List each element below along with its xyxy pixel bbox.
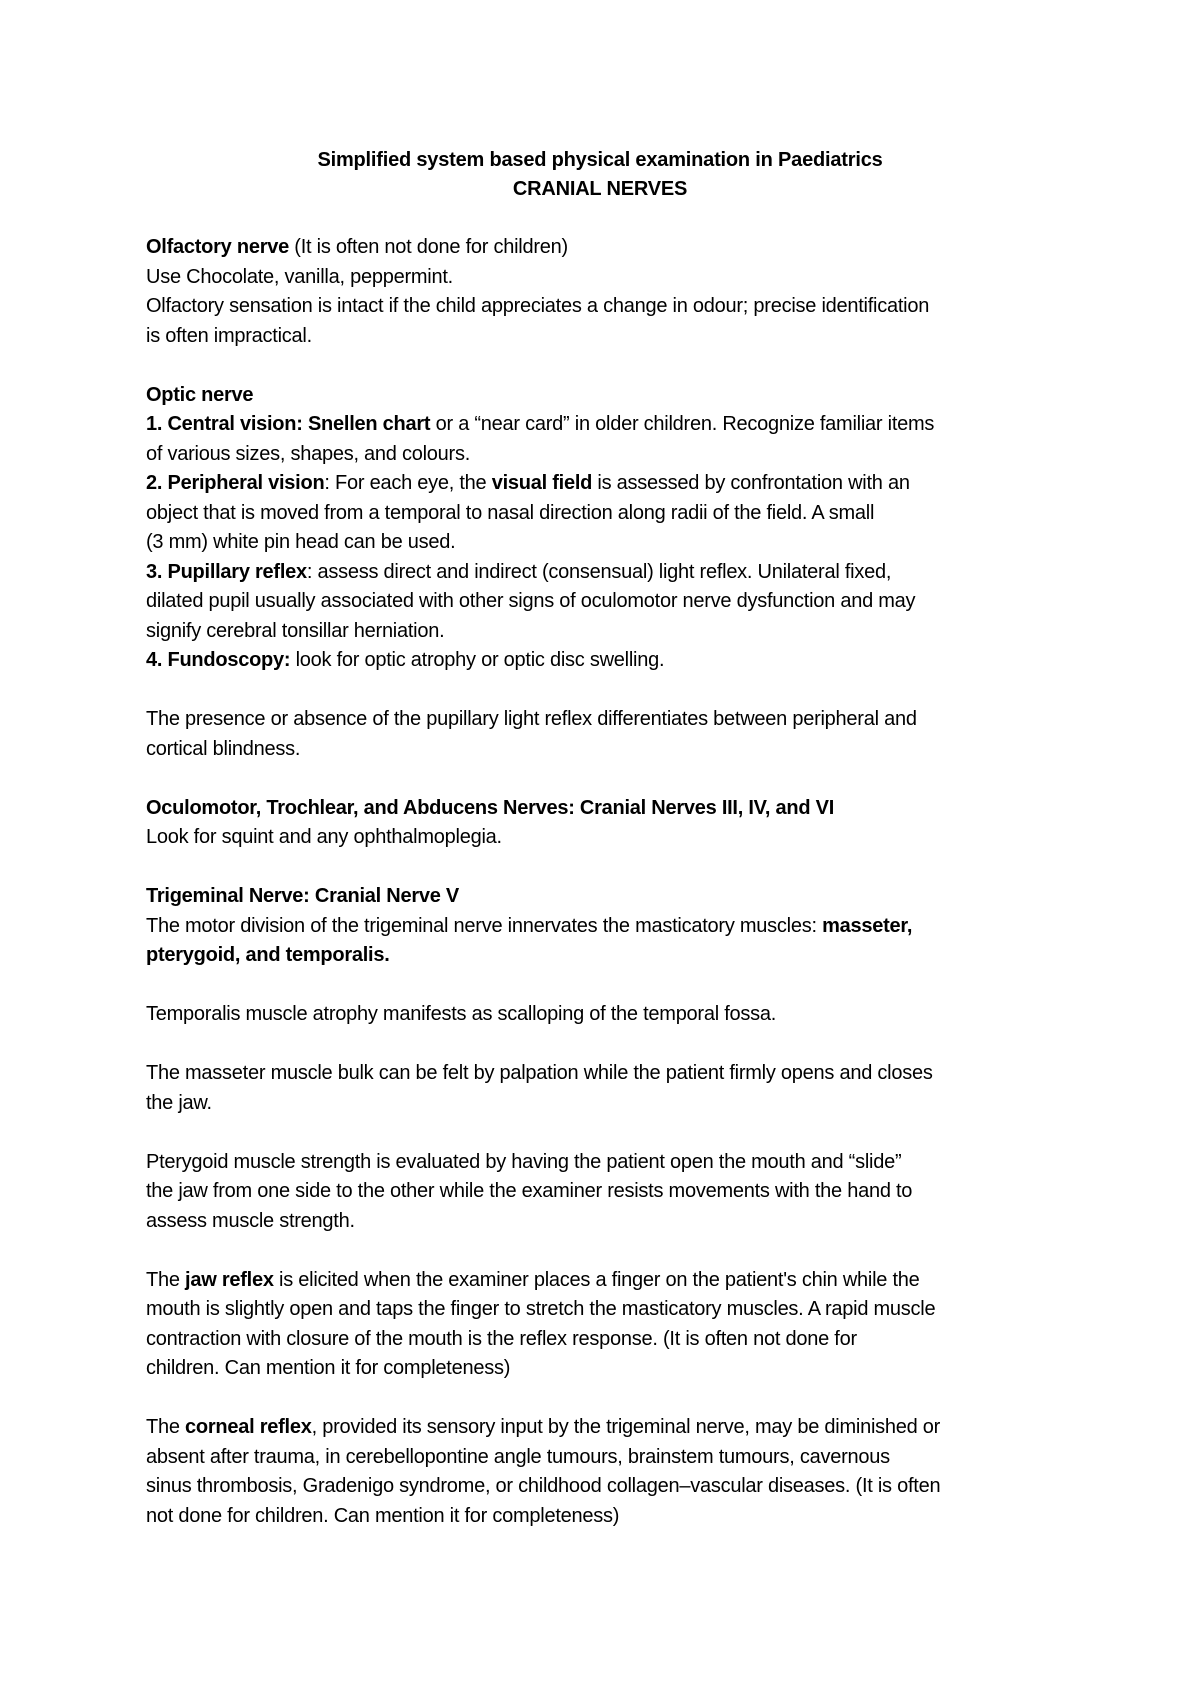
optic-heading-text: Optic nerve (146, 383, 254, 406)
spacer (146, 676, 1080, 706)
trigeminal-corneal-text-1: , provided its sensory input by the trigeminal nerve, may be diminished or (311, 1416, 941, 1438)
olfactory-line-2: Olfactory sensation is intact if the child appreciates a change in odour; precise identification (146, 295, 930, 317)
title-line-2: CRANIAL NERVES (512, 178, 688, 200)
trigeminal-jaw-line-4: children. Can mention it for completeness) (146, 1357, 511, 1379)
trigeminal-pterygoid-line-3: assess muscle strength. (146, 1209, 355, 1232)
trigeminal-pterygoid-line-1: Pterygoid muscle strength is evaluated by having the patient open the mouth and “slide” (146, 1150, 902, 1173)
trigeminal-jaw-line-1 (146, 1266, 1080, 1296)
optic-pupillary-line-2: dilated pupil usually associated with other signs of oculomotor nerve dysfunction and may (146, 590, 916, 612)
trigeminal-motor-line-1 (146, 912, 1080, 942)
spacer (146, 853, 1080, 883)
optic-peripheral-label: 2. Peripheral vision (146, 472, 325, 494)
oculomotor-heading-text: Oculomotor, Trochlear, and Abducens Nerves: Cranial Nerves III, IV, and VI (146, 796, 835, 819)
document-body (146, 233, 1080, 1531)
optic-peripheral-bold: visual field (491, 472, 593, 494)
spacer (146, 971, 1080, 1001)
spacer (146, 1384, 1080, 1414)
optic-heading (146, 381, 1080, 411)
oculomotor-text: Look for squint and any ophthalmoplegia. (146, 826, 502, 848)
optic-fundoscopy-label: 4. Fundoscopy: (146, 649, 291, 671)
optic-peripheral-line-3: (3 mm) white pin head can be used. (146, 531, 456, 553)
olfactory-heading-note: (It is often not done for children) (288, 236, 568, 258)
oculomotor-heading (146, 794, 1080, 824)
optic-central-line-1 (146, 410, 1080, 440)
title-line-1: Simplified system based physical examination in Paediatrics (317, 149, 883, 171)
olfactory-heading (146, 233, 1080, 263)
trigeminal-jaw-bold: jaw reflex (185, 1268, 274, 1291)
optic-peripheral-text-1a: : For each eye, the (324, 472, 492, 494)
optic-peripheral-text-1b: is assessed by confrontation with an (592, 472, 910, 494)
spacer (146, 351, 1080, 381)
trigeminal-motor-bold-1: masseter, (822, 914, 913, 937)
optic-central-label: 1. Central vision: Snellen chart (146, 413, 431, 435)
trigeminal-motor-text-1: The motor division of the trigeminal nerve innervates the masticatory muscles: (146, 914, 823, 937)
optic-pupillary-text-1: : assess direct and indirect (consensual) light reflex. Unilateral fixed, (306, 560, 892, 583)
optic-note-line-1: The presence or absence of the pupillary light reflex differentiates between peripheral and (146, 708, 917, 730)
trigeminal-motor-line-2 (146, 941, 1080, 971)
trigeminal-corneal-line-4: not done for children. Can mention it for completeness) (146, 1504, 620, 1527)
trigeminal-jaw-line-2: mouth is slightly open and taps the finger to stretch the masticatory muscles. A rapid muscle (146, 1298, 936, 1320)
optic-note-line-2: cortical blindness. (146, 737, 301, 760)
optic-central-line-2: of various sizes, shapes, and colours. (146, 442, 471, 465)
olfactory-line-3: is often impractical. (146, 324, 312, 347)
spacer (146, 1118, 1080, 1148)
trigeminal-pterygoid-line-2: the jaw from one side to the other while the examiner resists movements with the hand to (146, 1180, 913, 1202)
trigeminal-jaw-line-3: contraction with closure of the mouth is the reflex response. (It is often not done for (146, 1327, 857, 1350)
trigeminal-temporalis-line: Temporalis muscle atrophy manifests as scalloping of the temporal fossa. (146, 1003, 777, 1025)
spacer (146, 1236, 1080, 1266)
trigeminal-corneal-line-3: sinus thrombosis, Gradenigo syndrome, or childhood collagen–vascular diseases. (It is often (146, 1475, 941, 1497)
optic-pupillary-line-1 (146, 558, 1080, 588)
olfactory-line-1: Use Chocolate, vanilla, peppermint. (146, 265, 453, 288)
optic-central-text-1: or a “near card” in older children. Recognize familiar items (430, 413, 935, 435)
trigeminal-corneal-pre: The (146, 1416, 186, 1438)
spacer (146, 764, 1080, 794)
optic-fundoscopy-text: look for optic atrophy or optic disc swelling. (290, 649, 665, 671)
optic-pupillary-line-3: signify cerebral tonsillar herniation. (146, 619, 445, 642)
trigeminal-masseter-line-2: the jaw. (146, 1091, 212, 1114)
trigeminal-heading-text: Trigeminal Nerve: Cranial Nerve V (146, 885, 459, 907)
trigeminal-masseter-line-1: The masseter muscle bulk can be felt by palpation while the patient firmly opens and closes (146, 1062, 933, 1084)
trigeminal-corneal-line-2: absent after trauma, in cerebellopontine angle tumours, brainstem tumours, cavernous (146, 1445, 890, 1468)
document-title (120, 146, 1080, 204)
trigeminal-motor-bold-2: pterygoid, and temporalis. (146, 944, 390, 966)
spacer (146, 1030, 1080, 1060)
trigeminal-heading (146, 882, 1080, 912)
trigeminal-jaw-pre: The (146, 1268, 186, 1291)
optic-peripheral-line-1 (146, 469, 1080, 499)
optic-peripheral-line-2: object that is moved from a temporal to nasal direction along radii of the field. A small (146, 501, 875, 524)
optic-pupillary-label: 3. Pupillary reflex (146, 560, 307, 583)
olfactory-heading-text: Olfactory nerve (146, 236, 289, 258)
optic-fundoscopy-line (146, 646, 1080, 676)
trigeminal-corneal-bold: corneal reflex (185, 1416, 312, 1438)
trigeminal-corneal-line-1 (146, 1413, 1080, 1443)
trigeminal-jaw-text-1: is elicited when the examiner places a finger on the patient's chin while the (273, 1268, 920, 1291)
